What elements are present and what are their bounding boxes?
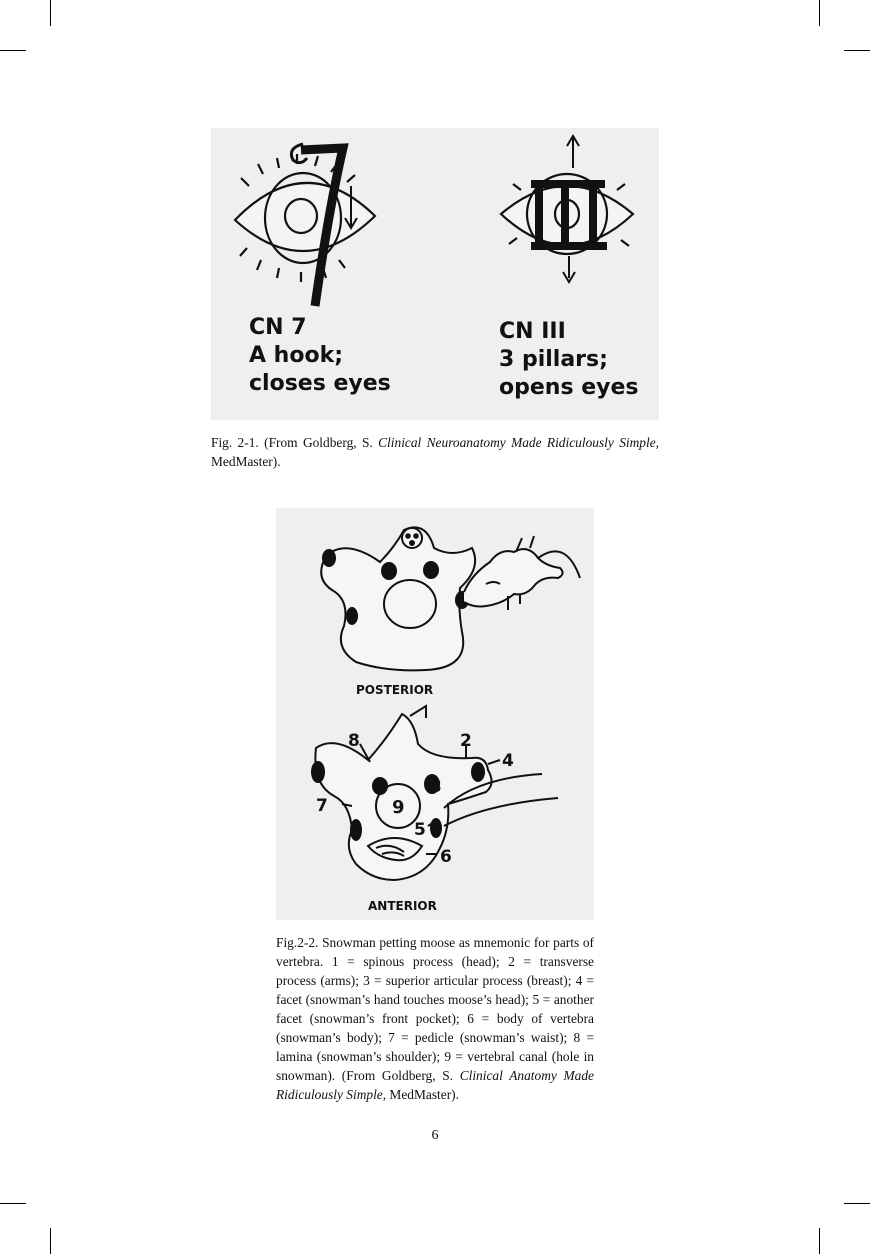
crop-mark [819,0,820,26]
crop-mark [0,50,26,51]
crop-mark [50,1228,51,1254]
cn3-mnemonic: 3 pillars; [499,347,608,372]
vertebra-number-3: 3 [430,777,442,797]
crop-mark [819,1228,820,1254]
caption-book-title: Clinical Anatomy Made Ridiculously Simple [276,1068,594,1102]
anterior-label: ANTERIOR [368,899,437,913]
cn7-mnemonic: A hook; [249,343,344,368]
vertebra-posterior-illustration [321,527,580,670]
crop-mark [0,1203,26,1204]
cn3-action: opens eyes [499,375,639,400]
cn7-label: CN 7 [249,315,307,340]
vertebra-number-8: 8 [348,731,360,751]
cn7-action: closes eyes [249,371,391,396]
vertebra-number-4: 4 [502,751,514,771]
vertebra-number-2: 2 [460,731,472,751]
vertebra-number-9: 9 [392,797,405,818]
figure-1-caption [211,433,659,471]
caption-text: , MedMaster). [382,1087,459,1102]
vertebra-number-5: 5 [414,820,426,840]
posterior-label: POSTERIOR [356,683,434,697]
figure-vertebra-snowman [276,508,594,920]
eye-opening-illustration [501,136,633,282]
figure-2-caption [276,933,594,1104]
caption-text: MedMaster). [211,454,281,469]
crop-mark [844,50,870,51]
vertebra-number-6: 6 [440,847,452,867]
caption-text: Fig. 2-1. (From Goldberg, S. [211,435,379,450]
figure-cranial-nerves [211,128,659,420]
caption-book-title: Clinical Neuroanatomy Made Ridiculously Simple, [378,435,659,450]
crop-mark [50,0,51,26]
page-number: 6 [431,1128,439,1143]
vertebra-number-7: 7 [316,796,328,816]
cn3-label: CN III [499,319,566,344]
caption-text: Fig.2-2. Snowman petting moose as mnemonic for parts of vertebra. 1 = spinous process (head); 2 = transverse process (arms); 3 = superior articular process (breast); 4 = facet (snowman’s hand touches moose’s head); 5 = another facet (snowman’s front pocket); 6 = body of vertebra (snowman’s body); 7 = pedicle (snowman’s waist); 8 = lamina (snowman’s shoulder); 9 = vertebral canal (hole in snowman). (From Goldberg, S. [276,935,594,1083]
eye-closing-illustration [235,144,375,306]
crop-mark [844,1203,870,1204]
